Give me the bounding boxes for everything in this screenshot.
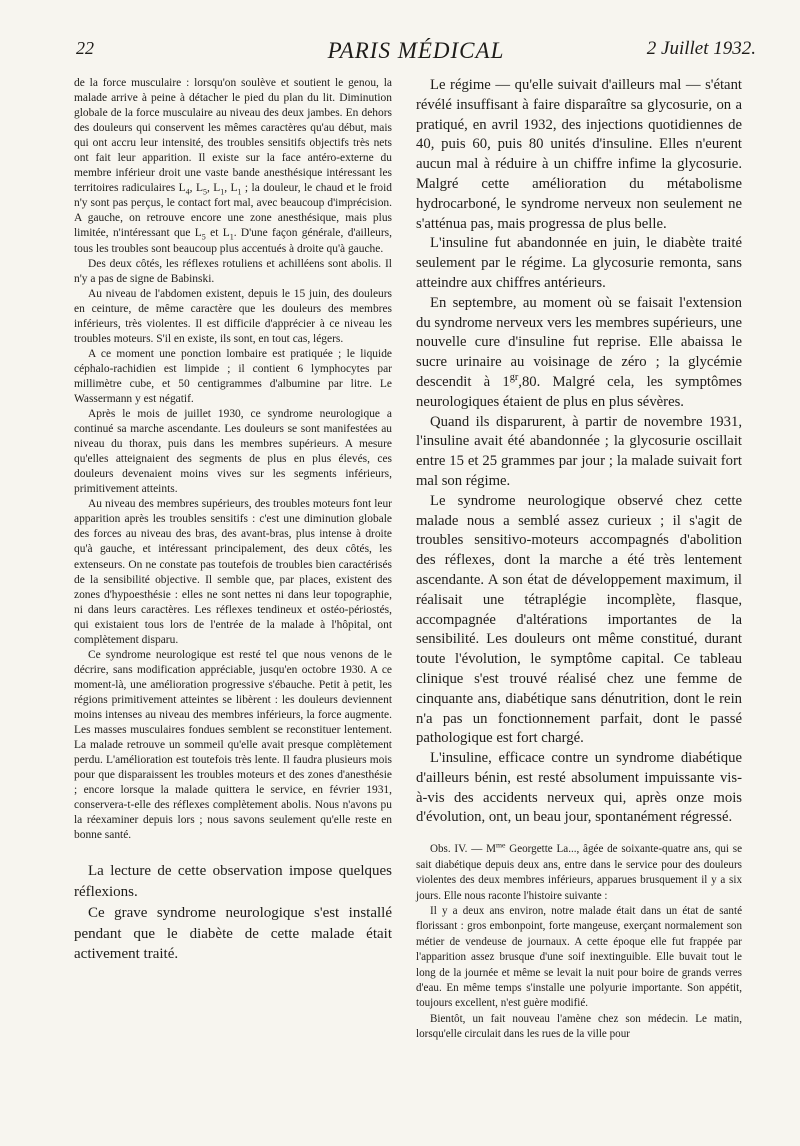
page-number: 22: [76, 38, 94, 58]
paragraph: L'insuline, efficace contre un syndrome diabétique d'ailleurs bénin, est resté absolument impuissante vis-à-vis des accidents nerveux qui, après onze mois d'évolution, ont, un beau jour, spontanément régressé.: [416, 750, 742, 826]
paragraph: L'insuline fut abandonnée en juin, le diabète traité seulement par le régime. La glycosurie remonta, sans atteindre aux chiffres antérieurs.: [416, 235, 742, 291]
paragraph: Bientôt, un fait nouveau l'amène chez son médecin. Le matin, lorsqu'elle circulait dans les rues de la ville pour: [416, 1012, 742, 1041]
issue-date: 2 Juillet 1932.: [646, 38, 756, 59]
right-column: [416, 76, 742, 1043]
paragraph: Il y a deux ans environ, notre malade était dans un état de santé florissant : gros embonpoint, forte mangeuse, exerçant normalement son métier de vendeuse de journaux. A cette époque elle fut frappée par l'apparition assez brusque d'une soif inextinguible. Elle buvait tout le long de la journée et même se levait la nuit pour boire de grands verres d'eau. En même temps s'installe une polyurie importante. Son appétit, toujours excellent, n'est guère modifié.: [416, 904, 742, 1010]
paragraph: Le régime — qu'elle suivait d'ailleurs mal — s'étant révélé insuffisant à faire disparaître sa glycosurie, on a pratiqué, en avril 1932, des injections quotidiennes de 40, puis 60, puis 80 unités d'insuline. Elles n'eurent aucun mal à réduire à un chiffre infime la glycosurie. Malgré cette amélioration du métabolisme hydrocarboné, le syndrome nerveux non seulement ne s'atténua pas, mais progressa de plus belle.: [416, 77, 742, 232]
paragraph: A ce moment une ponction lombaire est pratiquée ; le liquide céphalo-rachidien est limpide ; il contient 6 lymphocytes par millimètre cube, et 50 centigrammes d'albumine par litre. Le Wassermann y est négatif.: [74, 347, 392, 405]
observation-heading: Obs. IV. — $M^{me}$ Georgette La..., âgée de soixante-quatre ans, qui se sait diabétique depuis deux ans, entre dans le service pour des douleurs violentes des deux membres inférieurs, apparues brusquement il y a six jours. Elle nous raconte l'histoire suivante :: [416, 840, 742, 902]
paragraph: Ce syndrome neurologique est resté tel que nous venons de le décrire, sans modification appréciable, jusqu'en octobre 1930. A ce moment-là, une amélioration progressive s'ébauche. Petit à petit, les régions primitivement atteintes se libèrent : les douleurs deviennent moins intenses au niveau des membres inférieurs, la force augmente. Les masses musculaires fondues semblent se reconstituer lentement. La malade retrouve un sommeil qu'elle avait presque complètement perdu. L'amélioration est toutefois très lente. Il faudra plusieurs mois pour que disparaissent les troubles moteurs et des zones d'anesthésie ; encore lorsque la malade quittera le service, en février 1931, conservera-t-elle des réflexes complètement abolis. Nous n'avons pu la réexaminer depuis lors ; nous savons seulement qu'elle reste en bonne santé.: [74, 648, 392, 842]
paragraph: Des deux côtés, les réflexes rotuliens et achilléens sont abolis. Il n'y a pas de signe de Babinski.: [74, 257, 392, 285]
paragraph: Quand ils disparurent, à partir de novembre 1931, l'insuline avait été abandonnée ; la glycosurie oscillait entre 15 et 25 grammes par jour ; la malade suivait fort mal son régime.: [416, 413, 742, 489]
paragraph: Au niveau des membres supérieurs, des troubles moteurs font leur apparition après les troubles sensitifs : c'est une diminution globale des forces au niveau des bras, des avant-bras, plus intense à droite qu'à gauche, et intéressant principalement, des deux côtés, les extenseurs. On ne constate pas toutefois de troubles bien caractérisés de la sensibilité objective. Il semble que, par places, existent des zones d'hypoesthésie : elles ne sont nettes ni dans leur topographie, ni dans leurs caractères. Les réflexes tendineux et ostéo-périostés, qui existaient tous lors de l'entrée de la malade à l'hôpital, ont complètement disparu.: [74, 498, 392, 646]
paragraph: de la force musculaire : lorsqu'on soulève et soutient le genou, la malade arrive à peine à détacher le pied du plan du lit. Diminution globale de la force musculaire au niveau des deux jambes. En dehors des douleurs qui conservent les mêmes caractères qu'au début, mais qui ont accru leur intensité, des troubles sensitifs objectifs très nets ont fait leur apparition. Il existe sur la face antéro-externe du membre inférieur droit une vaste bande anesthésique intéressant les territoires radiculaires $L_4$, $L_5$, $L_1$, $L_1$ ; la douleur, le chaud et le froid n'y sont pas perçus, le contact fort mal, avec beaucoup d'imprécision. A gauche, on retrouve encore une zone anesthésique, mais plus limitée, n'intéressant que $L_5$ et $L_1$. D'une façon générale, d'ailleurs, tous les troubles sont beaucoup plus accentués à droite qu'à gauche.: [74, 77, 392, 255]
page-header: [76, 38, 756, 68]
paragraph: Le syndrome neurologique observé chez cette malade nous a semblé assez curieux ; il s'agit de troubles sensitivo-moteurs accompagnés d'abolition des réflexes, dont la marche a été très lentement ascendante. A son état de développement maximum, il réalisait une tétraplégie incomplète, flasque, accompagnée d'altérations importantes de la sensibilité. Les douleurs ont même constitué, durant toute l'évolution, le symptôme capital. Ce tableau clinique s'est trouvé réalisé chez une femme de cinquante ans, diabétique sans dénutrition, dont le rein n'a pas un fonctionnement parfait, dont le passé pathologique est fort chargé.: [416, 492, 742, 747]
paragraph: En septembre, au moment où se faisait l'extension du syndrome nerveux vers les membres supérieurs, une nouvelle cure d'insuline fut reprise. Elle abaissa le sucre urinaire au voisinage de zéro ; la glycémie descendit à $1^{gr},80$. Malgré cela, les symptômes neurologiques étaient de plus en plus sévères.: [416, 294, 742, 410]
journal-title: PARIS MÉDICAL: [327, 38, 505, 63]
paragraph: La lecture de cette observation impose quelques réflexions.: [74, 863, 392, 901]
paragraph: Au niveau de l'abdomen existent, depuis le 15 juin, des douleurs en ceinture, de même caractère que les douleurs des membres inférieurs, très violentes. Il est difficile d'apprécier à ce niveau les troubles moteurs. S'il en existe, ils sont, en tout cas, légers.: [74, 287, 392, 345]
left-column: [74, 76, 392, 965]
paragraph: Après le mois de juillet 1930, ce syndrome neurologique a continué sa marche ascendante. Les douleurs se sont manifestées au niveau du thorax, puis dans les membres supérieurs. A mesure qu'elles atteignaient des segments de plus en plus élevés, ces douleurs devenaient moins vives sur les segments inférieurs, primitivement atteints.: [74, 408, 392, 496]
paragraph: Ce grave syndrome neurologique s'est installé pendant que le diabète de cette malade était activement traité.: [74, 904, 392, 963]
